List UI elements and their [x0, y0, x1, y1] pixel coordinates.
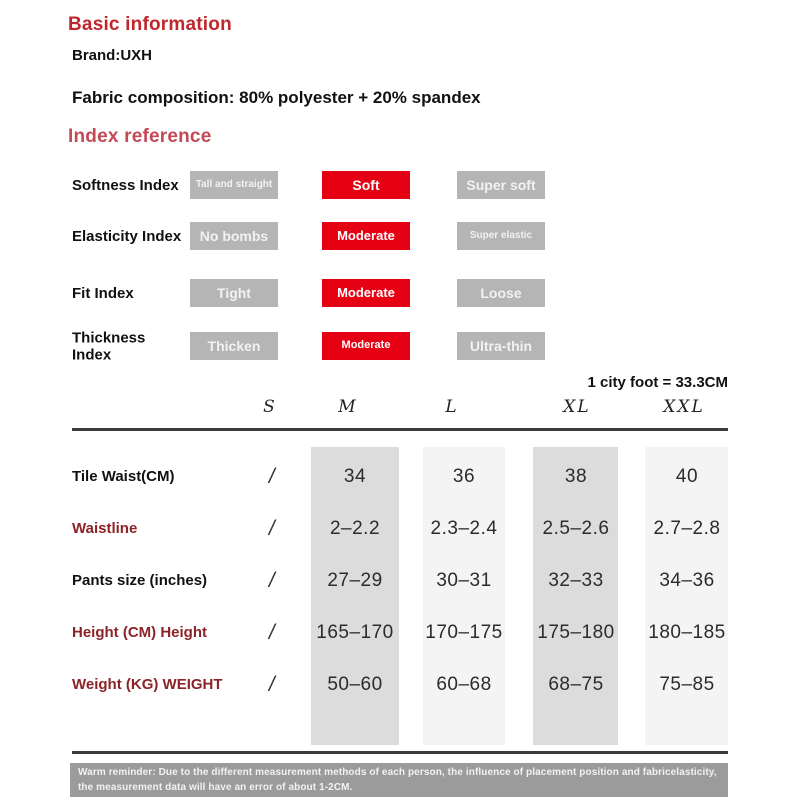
size-cell-empty: / [268, 621, 276, 644]
table-bottom-rule [72, 751, 728, 754]
size-column-header: XXL [663, 397, 705, 417]
size-cell-value: 38 [564, 466, 588, 487]
size-cell-value: 170–175 [425, 622, 503, 643]
size-cell-empty: / [268, 465, 276, 488]
index-option-label: Super elastic [469, 229, 533, 241]
index-option-label: Loose [480, 284, 522, 301]
size-row-label: Weight (KG) WEIGHT [72, 676, 223, 693]
size-cell-empty: / [268, 517, 276, 540]
size-cell-value: 32–33 [548, 570, 604, 591]
index-option-selected[interactable] [322, 279, 410, 307]
table-top-rule [72, 428, 728, 431]
column-stripe [311, 447, 399, 745]
index-option-selected[interactable] [322, 332, 410, 360]
index-row [0, 279, 800, 309]
index-option[interactable] [190, 222, 278, 250]
index-option[interactable] [457, 222, 545, 250]
size-cell-value: 2.7–2.8 [653, 518, 721, 539]
size-cell-value: 34 [343, 466, 367, 487]
size-cell-value: 75–85 [659, 674, 715, 695]
size-cell-value: 50–60 [327, 674, 383, 695]
index-option-label: Tight [217, 284, 251, 301]
warm-reminder-text: Warm reminder: Due to the different measurement methods of each person, the influence of placement position and fabricelasticity, the measurement data will have an error of about 1-2CM. [78, 767, 717, 793]
index-row [0, 171, 800, 201]
basic-information-title: Basic information [68, 14, 232, 35]
index-option-selected[interactable] [322, 171, 410, 199]
column-stripe [533, 447, 618, 745]
index-option[interactable] [457, 171, 545, 199]
size-row-label: Pants size (inches) [72, 572, 208, 589]
size-cell-value: 2.5–2.6 [542, 518, 610, 539]
fabric-composition-line: Fabric composition: 80% polyester + 20% spandex [72, 88, 481, 107]
size-cell-value: 27–29 [327, 570, 383, 591]
index-option-label: Moderate [337, 285, 395, 301]
size-cell-value: 36 [452, 466, 476, 487]
brand-line: Brand:UXH [72, 47, 153, 64]
size-cell-value: 2–2.2 [329, 518, 381, 539]
size-row-label: Waistline [72, 520, 138, 537]
index-option[interactable] [190, 332, 278, 360]
size-table-row [0, 671, 800, 699]
size-cell-value: 60–68 [436, 674, 492, 695]
index-option[interactable] [190, 171, 278, 199]
size-column-header: L [445, 397, 459, 417]
city-foot-note: 1 city foot = 33.3CM [587, 374, 728, 391]
size-cell-empty: / [268, 673, 276, 696]
index-option[interactable] [457, 279, 545, 307]
size-cell-value: 68–75 [548, 674, 604, 695]
index-row [0, 222, 800, 252]
index-option-label: Soft [352, 176, 380, 193]
index-option-label: No bombs [199, 227, 269, 244]
index-option-selected[interactable] [322, 222, 410, 250]
index-row-label: Thickness Index [72, 329, 146, 363]
size-table-row [0, 567, 800, 595]
size-cell-value: 34–36 [659, 570, 715, 591]
index-option-label: Thicken [207, 337, 261, 354]
size-table-row [0, 463, 800, 491]
index-option[interactable] [190, 279, 278, 307]
size-table-row [0, 515, 800, 543]
index-row-label: Elasticity Index [72, 227, 182, 245]
index-row-label: Fit Index [72, 284, 134, 302]
index-reference-title: Index reference [68, 126, 212, 147]
index-option-label: Moderate [341, 339, 391, 352]
size-column-header: S [263, 397, 277, 417]
size-cell-value: 180–185 [648, 622, 726, 643]
size-cell-value: 2.3–2.4 [430, 518, 498, 539]
index-option-label: Tall and straight [195, 178, 273, 190]
column-stripe [645, 447, 728, 745]
index-option-label: Ultra-thin [469, 337, 533, 354]
size-row-label: Height (CM) Height [72, 624, 207, 641]
size-cell-empty: / [268, 569, 276, 592]
index-option-label: Super soft [466, 176, 536, 193]
size-row-label: Tile Waist(CM) [72, 468, 175, 485]
size-cell-value: 165–170 [316, 622, 394, 643]
size-table-row [0, 619, 800, 647]
warm-reminder-bar [70, 763, 728, 797]
index-option[interactable] [457, 332, 545, 360]
size-column-header: M [338, 397, 358, 417]
size-cell-value: 40 [675, 466, 699, 487]
column-stripe [423, 447, 505, 745]
size-column-header: XL [563, 397, 591, 417]
index-option-label: Moderate [337, 228, 395, 244]
size-cell-value: 30–31 [436, 570, 492, 591]
index-row [0, 329, 800, 363]
size-cell-value: 175–180 [537, 622, 615, 643]
index-row-label: Softness Index [72, 176, 179, 194]
